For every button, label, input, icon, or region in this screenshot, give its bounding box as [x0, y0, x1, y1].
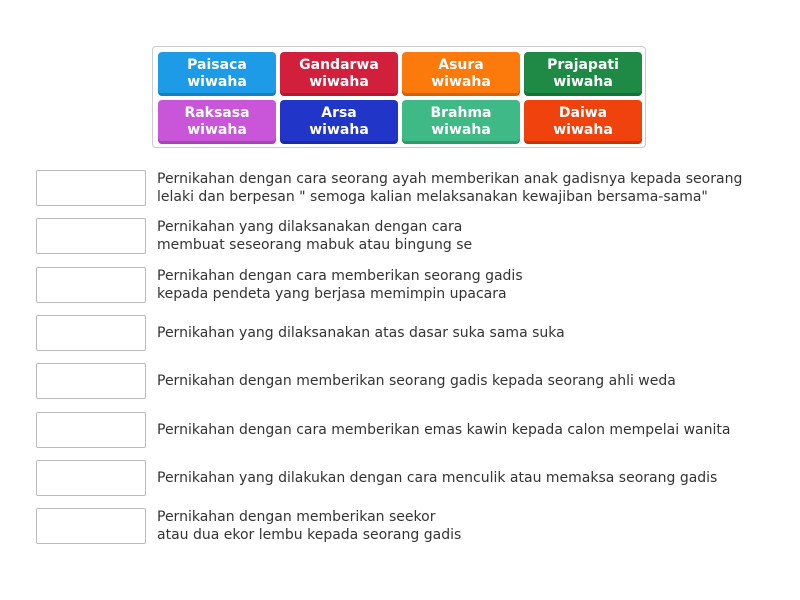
tile-label: Daiwa wiwaha: [553, 105, 613, 138]
drop-target[interactable]: [36, 170, 146, 206]
definition-text: [157, 469, 717, 487]
definition-line: Pernikahan yang dilaksanakan dengan cara: [157, 219, 463, 236]
definition-line: Pernikahan dengan cara memberikan seorang gadis: [157, 267, 523, 284]
answer-tile[interactable]: [158, 52, 276, 96]
answer-tile[interactable]: [524, 100, 642, 144]
drop-target[interactable]: [36, 363, 146, 399]
answer-tile[interactable]: [280, 100, 398, 144]
drop-target[interactable]: [36, 460, 146, 496]
definition-text: [157, 324, 565, 342]
definition-line: Pernikahan dengan memberikan seekor: [157, 509, 436, 526]
definition-line: atau dua ekor lembu kepada seorang gadis: [157, 527, 462, 544]
definition-line: lelaki dan berpesan " semoga kalian melaksanakan kewajiban bersama-sama": [157, 189, 708, 205]
answer-tile[interactable]: [402, 100, 520, 144]
drop-target[interactable]: [36, 412, 146, 448]
drop-target[interactable]: [36, 267, 146, 303]
answer-tile[interactable]: [158, 100, 276, 144]
tile-label: Brahma wiwaha: [430, 105, 492, 138]
answer-tile[interactable]: [524, 52, 642, 96]
drop-target[interactable]: [36, 315, 146, 351]
definition-text: [157, 170, 742, 206]
drop-target[interactable]: [36, 508, 146, 544]
definition-line: Pernikahan dengan memberikan seorang gadis kepada seorang ahli weda: [157, 373, 676, 390]
definition-text: [157, 508, 461, 544]
tile-label: Raksasa wiwaha: [184, 105, 250, 138]
answer-tile[interactable]: [280, 52, 398, 96]
definition-line: Pernikahan dengan cara seorang ayah memberikan anak gadisnya kepada seorang: [157, 171, 743, 187]
drop-target[interactable]: [36, 218, 146, 254]
definition-line: Pernikahan yang dilakukan dengan cara menculik atau memaksa seorang gadis: [157, 469, 718, 486]
definition-text: [157, 218, 472, 254]
definition-line: Pernikahan dengan cara memberikan emas kawin kepada calon mempelai wanita: [157, 421, 731, 438]
tile-label: Paisaca wiwaha: [187, 57, 247, 90]
definition-line: Pernikahan yang dilaksanakan atas dasar suka sama suka: [157, 324, 565, 341]
definition-line: kepada pendeta yang berjasa memimpin upacara: [157, 285, 507, 302]
tile-label: Gandarwa wiwaha: [299, 57, 379, 90]
tile-label: Prajapati wiwaha: [547, 57, 619, 90]
tile-label: Asura wiwaha: [431, 57, 491, 90]
definition-text: [157, 267, 523, 303]
definition-text: [157, 372, 676, 390]
definition-text: [157, 421, 730, 439]
tile-label: Arsa wiwaha: [309, 105, 369, 138]
answer-tile[interactable]: [402, 52, 520, 96]
definition-line: membuat seseorang mabuk atau bingung se: [157, 237, 473, 254]
answer-bank: [152, 46, 646, 148]
